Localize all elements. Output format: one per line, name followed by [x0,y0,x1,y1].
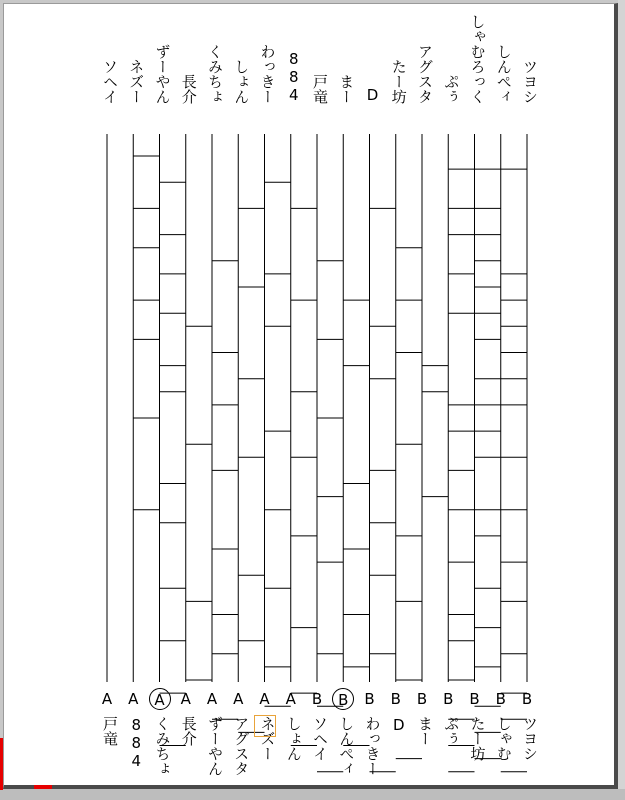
top-name-15: しんぺィ [494,44,513,104]
window-right-edge [618,0,625,800]
top-name-14: しゃむろっく [468,14,487,104]
top-name-5: しょん [232,59,251,104]
bottom-name-0: 戸竜 [101,716,119,746]
top-name-6: わっきー [258,44,277,104]
window-bottom-edge [0,789,625,800]
bottom-name-7: しょん [284,716,303,761]
team-mark-15: B [495,690,506,708]
top-name-0: ソヘイ [101,59,119,104]
bottom-name-3: 長介 [179,716,198,746]
bottom-name-5: アグスタ [232,716,251,776]
resize-handle-marker[interactable] [0,738,3,790]
circled-team-mark-2: A [149,688,171,710]
bottom-name-11: D [389,716,408,734]
amidakuji-canvas [3,3,618,789]
top-name-13: ぷぅ [442,74,461,104]
bottom-name-14: たー坊 [468,716,487,761]
bottom-name-12: まー [416,716,434,746]
bottom-name-6: ネズー [258,716,277,761]
team-mark-0: A [101,690,113,708]
team-mark-14: B [469,690,480,708]
resize-handle-marker-bottom[interactable] [34,785,52,789]
bottom-name-10: わっきー [363,716,382,776]
top-name-12: アグスタ [416,44,434,104]
bottom-name-13: ぷぅ [442,716,461,746]
bottom-name-1: 884 [127,716,146,770]
top-name-3: 長介 [179,74,198,104]
top-name-9: まー [337,74,356,104]
bottom-name-2: くみちょ [153,716,172,776]
ladder-diagram [4,4,619,790]
team-mark-1: A [128,690,139,708]
team-mark-10: B [364,690,375,708]
top-name-1: ネズー [127,59,146,104]
team-mark-6: A [259,690,270,708]
team-mark-12: B [416,690,428,708]
team-mark-8: B [311,690,323,708]
bottom-name-9: しんぺィ [337,716,356,776]
circled-team-mark-9: B [332,688,354,710]
team-mark-16: B [521,690,533,708]
team-mark-4: A [206,690,218,708]
top-name-11: たー坊 [389,59,408,104]
top-name-16: ツヨシ [521,59,539,104]
team-mark-13: B [443,690,454,708]
top-name-4: くみちょ [206,44,224,104]
top-name-8: 戸竜 [311,74,329,104]
bottom-name-15: しゃむ [494,716,513,761]
team-mark-3: A [180,690,191,708]
bottom-name-16: ツヨシ [521,716,539,761]
top-name-2: ずーやん [153,44,172,104]
bottom-name-4: ずーやん [206,716,224,776]
team-mark-5: A [233,690,244,708]
selected-name-highlight [254,715,276,737]
team-mark-11: B [390,690,401,708]
bottom-name-8: ソヘイ [311,716,329,761]
top-name-7: 884 [284,50,303,104]
team-mark-7: A [285,690,296,708]
top-name-10: D [363,86,382,104]
